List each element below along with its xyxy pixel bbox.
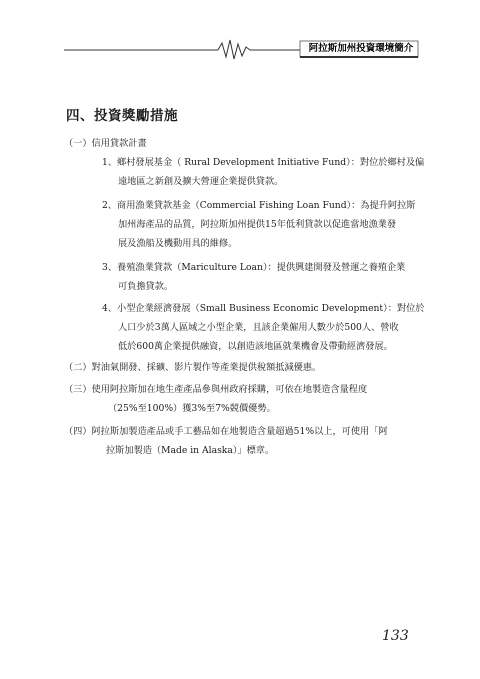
item-credit-loan-program	[64, 134, 424, 153]
item-rural-fund	[102, 153, 462, 191]
credit-line-1: （一）信用貸款計畫	[64, 138, 147, 149]
header-title: 阿拉斯加州投資環境簡介	[308, 43, 414, 54]
item-fishing-fund	[102, 196, 462, 253]
procurement-line-2: （25%至100%）獲3%至7%競價優勢。	[108, 403, 276, 414]
oil-line-1: （二）對油氣開發、採礦、影片製作等產業提供稅額抵減優惠。	[64, 362, 322, 373]
fishing-line-1: 2、商用漁業貸款基金（Commercial Fishing Loan Fund）：為提升阿拉斯	[102, 200, 416, 211]
rural-line-2: 遠地區之新創及擴大營運企業提供貸款。	[118, 176, 284, 187]
small-business-line-2: 人口少於3萬人區域之小型企業，且該企業僱用人數少於500人、營收	[118, 322, 399, 333]
procurement-line-1: （三）使用阿拉斯加在地生產產品參與州政府採購，可依在地製造含量程度	[64, 384, 368, 395]
page-header	[0, 38, 480, 62]
item-small-business	[102, 299, 462, 356]
section-title: 四、投資獎勵措施	[66, 108, 178, 124]
rural-line-1: 1、鄉村發展基金（ Rural Development Initiative Fund）：對位於鄉村及偏	[102, 157, 425, 168]
small-business-line-3: 低於600萬企業提供融資，以創造該地區就業機會及帶動經濟發展。	[118, 341, 393, 352]
mariculture-line-1: 3、養殖漁業貸款（Mariculture Loan）：提供興建開發及營運之養殖企業	[102, 262, 406, 273]
item-oil-tax-credit	[64, 358, 424, 377]
made-in-line-2: 拉斯加製造（Made in Alaska）」標章。	[106, 445, 275, 456]
fishing-line-2: 加州海產品的品質，阿拉斯加州提供15年低利貸款以促進當地漁業發	[118, 219, 397, 230]
made-in-line-1: （四）阿拉斯加製造產品或手工藝品如在地製造含量超過51%以上，可使用「阿	[64, 426, 388, 437]
item-made-in-alaska	[64, 422, 424, 460]
mariculture-line-2: 可負擔貸款。	[118, 281, 174, 292]
fishing-line-3: 展及漁船及機動用具的維修。	[118, 238, 238, 249]
page-number: 133	[382, 628, 409, 644]
item-mariculture-loan	[102, 258, 462, 296]
item-procurement	[64, 380, 424, 418]
small-business-line-1: 4、小型企業經濟發展（Small Business Economic Development）：對位於	[102, 303, 425, 314]
